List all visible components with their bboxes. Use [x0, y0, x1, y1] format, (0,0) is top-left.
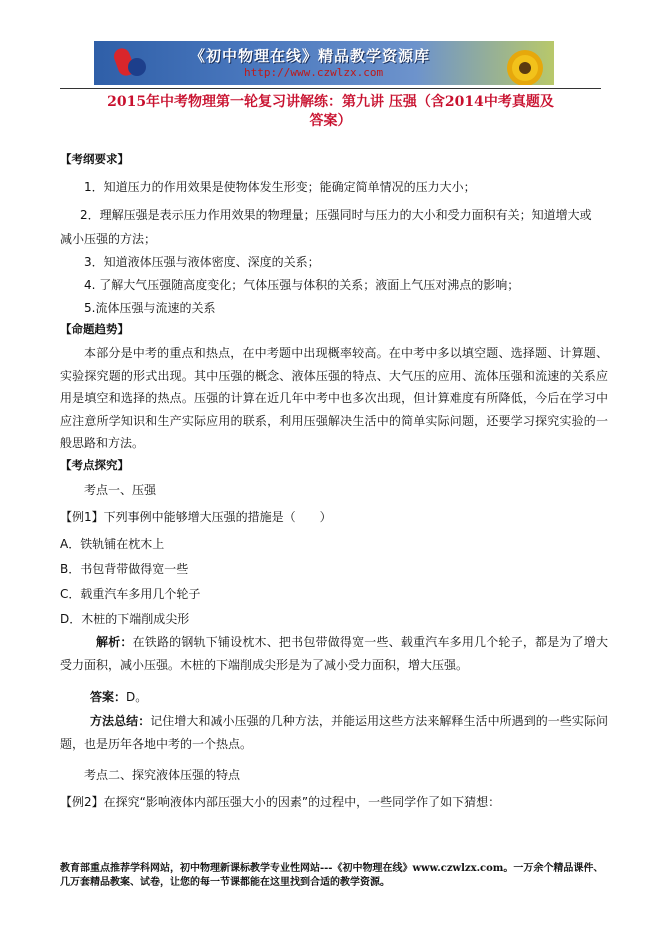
outline-item-2-cont: 减小压强的方法； [60, 232, 157, 246]
example-1-text: 下列事例中能够增大压强的措施是（ ） [103, 510, 332, 524]
page-footer [60, 862, 620, 890]
explore-header: 【考点探究】 [60, 458, 129, 472]
analysis-text: 在铁路的钢轨下铺设枕木、把书包带做得宽一些、载重汽车多用几个轮子，都是为了增大受力面积，减小压强。木桩的下端削成尖形是为了减小受力面积，增大压强。 [60, 635, 608, 672]
example-1-answer [90, 690, 147, 704]
example-1-option-a: A．铁轨铺在枕木上 [60, 537, 165, 551]
point-2-heading: 考点二、探究液体压强的特点 [84, 768, 241, 782]
example-1-option-b: B．书包背带做得宽一些 [60, 562, 189, 576]
summary-label: 方法总结： [90, 714, 151, 728]
header-banner [94, 41, 554, 85]
banner-url: http://www.czwlzx.com [244, 66, 384, 79]
document-title-line1: 2015年中考物理第一轮复习讲解练：第九讲 压强（含2014中考真题及 [107, 94, 554, 110]
answer-text: D。 [126, 690, 148, 704]
point-1-heading: 考点一、压强 [84, 483, 157, 497]
footer-line-1: 教育部重点推荐学科网站，初中物理新课标教学专业性网站---《初中物理在线》www.czwlzx.com。一万余个精品课件、 [60, 863, 604, 874]
outline-item-4: 4. 了解大气压强随高度变化；气体压强与体积的关系；液面上气压对沸点的影响； [84, 278, 520, 292]
header-rule [60, 88, 601, 89]
example-1-question [60, 510, 332, 524]
outline-item-5: 5.流体压强与流速的关系 [84, 301, 216, 315]
trend-header: 【命题趋势】 [60, 322, 129, 336]
example-2-label: 【例2】 [60, 795, 104, 809]
outline-item-2: 2．理解压强是表示压力作用效果的物理量；压强同时与压力的大小和受力面积有关；知道增大或 [80, 208, 592, 222]
banner-title: 《初中物理在线》精品教学资源库 [190, 47, 431, 65]
outline-item-3: 3．知道液体压强与液体密度、深度的关系； [84, 255, 320, 269]
sunflower-icon [502, 45, 548, 85]
trend-paragraph: 本部分是中考的重点和热点，在中考题中出现概率较高。在中考中多以填空题、选择题、计算题、实验探究题的形式出现。其中压强的概念、液体压强的特点、大气压的应用、流体压强和流速的关系应用是填空和选择的热点。压强的计算在近几年中考中也多次出现，但计算难度有所降低，今后在学习中应注意所学知识和生产实际应用的联系，利用压强解决生活中的简单实际问题，还要学习探究实验的一般思路和方法。 [60, 346, 608, 451]
example-1-label: 【例1】 [60, 510, 104, 524]
site-logo-icon [106, 46, 150, 80]
outline-header: 【考纲要求】 [60, 152, 129, 166]
example-1-option-c: C．载重汽车多用几个轮子 [60, 587, 201, 601]
example-1-analysis [60, 631, 608, 676]
example-1-option-d: D．木桩的下端削成尖形 [60, 612, 190, 626]
document-title-line2: 答案） [309, 113, 352, 129]
answer-label: 答案： [90, 690, 127, 704]
example-1-summary [60, 710, 608, 755]
summary-text: 记住增大和减小压强的几种方法，并能运用这些方法来解释生活中所遇到的一些实际问题，也是历年各地中考的一个热点。 [60, 714, 608, 751]
example-2-question [60, 795, 500, 809]
analysis-label: 解析： [96, 635, 133, 649]
outline-item-1: 1．知道压力的作用效果是使物体发生形变；能确定简单情况的压力大小； [84, 180, 476, 194]
footer-line-2: 几万套精品教案、试卷，让您的每一节课都能在这里找到合适的教学资源。 [60, 877, 390, 888]
example-2-text: 在探究“影响液体内部压强大小的因素”的过程中，一些同学作了如下猜想： [103, 795, 501, 809]
